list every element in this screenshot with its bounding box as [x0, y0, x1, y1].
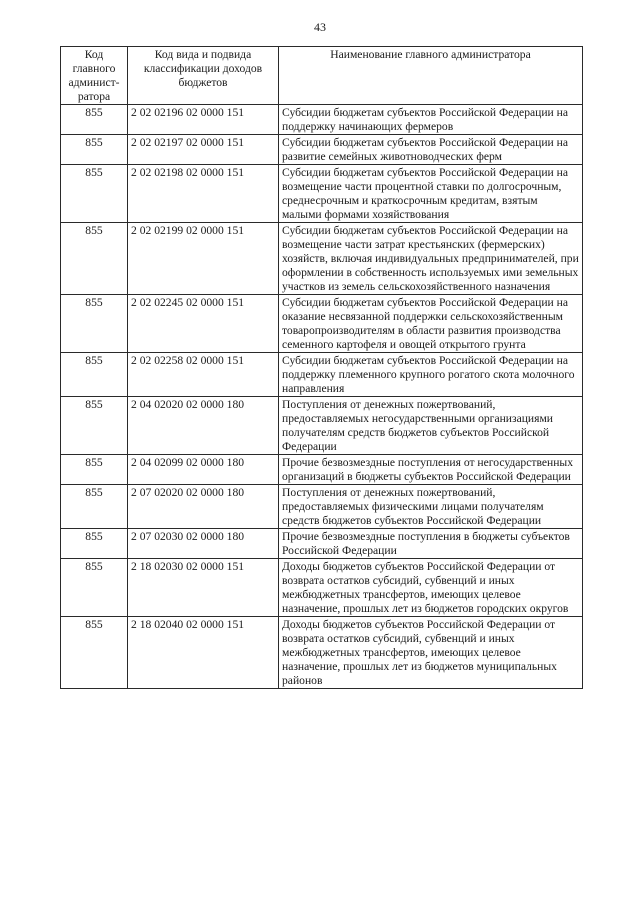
income-code-cell: 2 02 02245 02 0000 151 [128, 295, 279, 353]
table-header [61, 47, 583, 105]
table-row [61, 353, 583, 397]
table-row [61, 617, 583, 689]
table-row [61, 135, 583, 165]
admin-name-cell: Прочие безвозмездные поступления от негосударственных организаций в бюджеты субъектов Российской Федерации [279, 455, 583, 485]
admin-name-cell: Субсидии бюджетам субъектов Российской Федерации на оказание несвязанной поддержки сельскохозяйственным товаропроизводителям в области развития производства семенного картофеля и овощей открытого грунта [279, 295, 583, 353]
admin-name-cell: Субсидии бюджетам субъектов Российской Федерации на возмещение части процентной ставки по долгосрочным, среднесрочным и краткосрочным кредитам, взятым малыми формами хозяйствования [279, 165, 583, 223]
table-row [61, 223, 583, 295]
income-code-cell: 2 18 02030 02 0000 151 [128, 559, 279, 617]
admin-code-cell: 855 [61, 485, 128, 529]
header-row [61, 47, 583, 105]
table-row [61, 559, 583, 617]
income-code-cell: 2 02 02196 02 0000 151 [128, 105, 279, 135]
admin-name-cell: Прочие безвозмездные поступления в бюджеты субъектов Российской Федерации [279, 529, 583, 559]
admin-code-cell: 855 [61, 559, 128, 617]
table-row [61, 105, 583, 135]
page-number: 43 [314, 20, 326, 34]
header-admin-code: Код главного админист-ратора [61, 47, 128, 105]
table-row [61, 529, 583, 559]
admin-code-cell: 855 [61, 397, 128, 455]
admin-code-cell: 855 [61, 617, 128, 689]
income-code-cell: 2 02 02198 02 0000 151 [128, 165, 279, 223]
table-body [61, 105, 583, 689]
admin-code-cell: 855 [61, 455, 128, 485]
income-code-cell: 2 02 02197 02 0000 151 [128, 135, 279, 165]
admin-code-cell: 855 [61, 353, 128, 397]
header-income-code: Код вида и подвида классификации доходов бюджетов [128, 47, 279, 105]
income-code-cell: 2 18 02040 02 0000 151 [128, 617, 279, 689]
admin-code-cell: 855 [61, 165, 128, 223]
header-admin-name: Наименование главного администратора [279, 47, 583, 105]
admin-name-cell: Доходы бюджетов субъектов Российской Федерации от возврата остатков субсидий, субвенций и иных межбюджетных трансфертов, имеющих целевое назначение, прошлых лет из бюджетов городских округов [279, 559, 583, 617]
income-code-cell: 2 07 02030 02 0000 180 [128, 529, 279, 559]
admin-name-cell: Субсидии бюджетам субъектов Российской Федерации на возмещение части затрат крестьянских (фермерских) хозяйств, включая индивидуальных предпринимателей, при оформлении в собственность используемых ими земельных участков из земель сельскохозяйственного назначения [279, 223, 583, 295]
admin-code-cell: 855 [61, 105, 128, 135]
admin-code-cell: 855 [61, 223, 128, 295]
admin-name-cell: Субсидии бюджетам субъектов Российской Федерации на поддержку племенного крупного рогатого скота молочного направления [279, 353, 583, 397]
income-code-cell: 2 04 02099 02 0000 180 [128, 455, 279, 485]
table-row [61, 455, 583, 485]
administrators-table [60, 46, 583, 689]
admin-code-cell: 855 [61, 529, 128, 559]
admin-name-cell: Поступления от денежных пожертвований, предоставляемых физическими лицами получателям средств бюджетов субъектов Российской Федерации [279, 485, 583, 529]
admin-code-cell: 855 [61, 135, 128, 165]
admin-name-cell: Субсидии бюджетам субъектов Российской Федерации на поддержку начинающих фермеров [279, 105, 583, 135]
table-row [61, 397, 583, 455]
income-code-cell: 2 07 02020 02 0000 180 [128, 485, 279, 529]
table-row [61, 485, 583, 529]
admin-code-cell: 855 [61, 295, 128, 353]
admin-name-cell: Поступления от денежных пожертвований, предоставляемых негосударственными организациями получателям средств бюджетов субъектов Российской Федерации [279, 397, 583, 455]
income-code-cell: 2 04 02020 02 0000 180 [128, 397, 279, 455]
admin-name-cell: Субсидии бюджетам субъектов Российской Федерации на развитие семейных животноводческих ферм [279, 135, 583, 165]
table-row [61, 165, 583, 223]
income-code-cell: 2 02 02258 02 0000 151 [128, 353, 279, 397]
admin-name-cell: Доходы бюджетов субъектов Российской Федерации от возврата остатков субсидий, субвенций и иных межбюджетных трансфертов, имеющих целевое назначение, прошлых лет из бюджетов муниципальных районов [279, 617, 583, 689]
table-row [61, 295, 583, 353]
income-code-cell: 2 02 02199 02 0000 151 [128, 223, 279, 295]
